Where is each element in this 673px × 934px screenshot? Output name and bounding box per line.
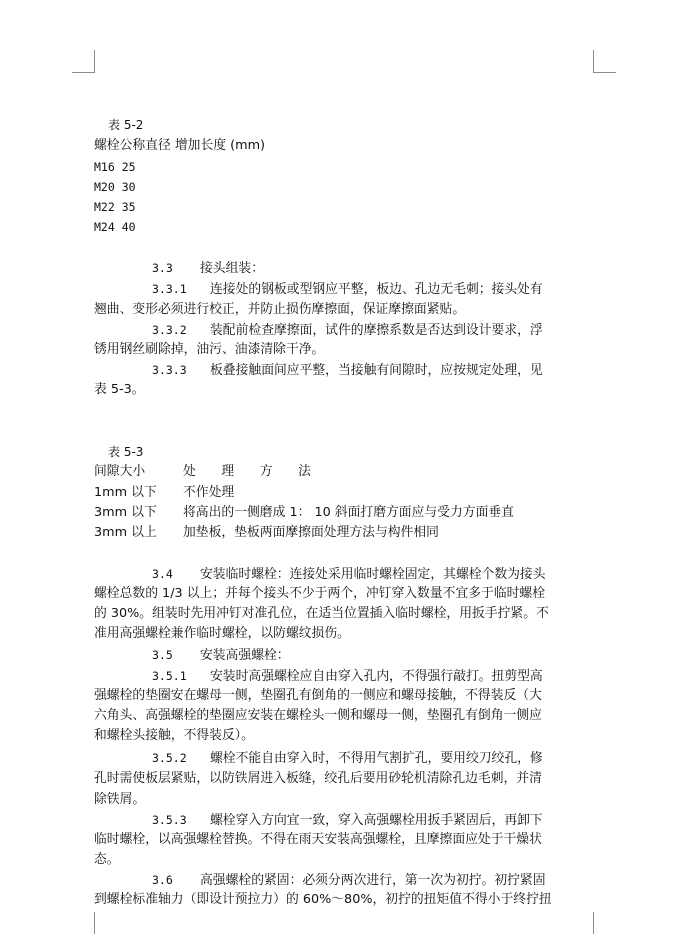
paragraph-3-5-2-line-3: 除铁屑。 <box>94 792 146 807</box>
table-row <box>94 197 594 217</box>
paragraph-3-3-2-line-2: 锈用钢丝刷除掉，油污、油漆清除干净。 <box>94 342 325 357</box>
table-5-3-title: 表 5-3 <box>108 445 144 459</box>
paragraph-3-3-1-line-2: 翘曲、变形必须进行校正，并防止损伤摩擦面，保证摩擦面紧贴。 <box>94 302 466 317</box>
section-3-5-heading: 3.5 安装高强螺栓： <box>152 648 290 663</box>
bolt-size: M24 <box>94 220 115 234</box>
paragraph-3-5-1-line-2: 强螺栓的垫圈安在螺母一侧，垫圈孔有倒角的一侧应和螺母接触，不得装反（大 <box>94 688 542 703</box>
paragraph-3-3-1-line-1: 3.3.1 连接处的钢板或型钢应平整，板边、孔边无毛刺；接头处有 <box>152 282 543 297</box>
table-row <box>94 483 594 503</box>
added-length: 40 <box>121 220 136 234</box>
section-3-6-line-2: 到螺栓标准轴力（即设计预拉力）的 60%～80%，初拧的扭矩值不得小于终拧扭 <box>94 892 552 907</box>
column-header-method: 处 理 方 法 <box>183 464 311 479</box>
table-5-2-header: 螺栓公称直径 增加长度 (mm) <box>94 138 266 153</box>
section-3-4-line-4: 准用高强螺栓兼作临时螺栓，以防螺纹损伤。 <box>94 626 350 641</box>
section-3-4-line-3: 的 30%。组装时先用冲钉对准孔位，在适当位置插入临时螺栓，用扳手拧紧。不 <box>94 606 549 621</box>
table-5-2-title: 表 5-2 <box>108 118 144 132</box>
bolt-size: M22 <box>94 200 115 214</box>
section-3-4-line-2: 螺栓总数的 1/3 以上；并每个接头不少于两个，冲钉穿入数量不宜多于临时螺栓 <box>94 586 546 601</box>
added-length: 25 <box>121 160 136 174</box>
corner-mark-bottom-right <box>593 912 616 934</box>
paragraph-3-5-3-line-1: 3.5.3 螺栓穿入方向宜一致，穿入高强螺栓用扳手紧固后，再卸下 <box>152 813 543 828</box>
paragraph-3-5-3-line-2: 临时螺栓，以高强螺栓替换。不得在雨天安装高强螺栓，且摩擦面应处于干燥状 <box>94 832 542 847</box>
bolt-size: M16 <box>94 160 115 174</box>
section-3-6-line-1: 3.6 高强螺栓的紧固：必须分两次进行，第一次为初拧。初拧紧固 <box>152 873 546 888</box>
table-row <box>94 177 594 197</box>
table-row <box>94 157 594 177</box>
table-row <box>94 217 594 237</box>
section-number: 3.3 <box>152 261 173 275</box>
column-header-gap: 间隙大小 <box>94 464 146 479</box>
bolt-size: M20 <box>94 180 115 194</box>
paragraph-3-5-1-line-1: 3.5.1 安装时高强螺栓应自由穿入孔内，不得强行敲打。扭剪型高 <box>152 669 543 684</box>
corner-mark-bottom-left <box>72 912 95 934</box>
method-cell: 加垫板，垫板两面摩擦面处理方法与构件相同 <box>183 525 439 540</box>
section-3-4-line-1: 3.4 安装临时螺栓：连接处采用临时螺栓固定，其螺栓个数为接头 <box>152 567 546 582</box>
gap-cell: 1mm 以下 <box>94 485 157 500</box>
method-cell: 不作处理 <box>183 485 235 500</box>
paragraph-3-5-2-line-2: 孔时需使板层紧贴，以防铁屑进入板缝，绞孔后要用砂轮机清除孔边毛刺，并清 <box>94 771 542 786</box>
paragraph-3-5-2-line-1: 3.5.2 螺栓不能自由穿入时，不得用气割扩孔，要用绞刀绞孔，修 <box>152 751 543 766</box>
gap-cell: 3mm 以上 <box>94 525 157 540</box>
added-length: 35 <box>121 200 136 214</box>
paragraph-3-3-2-line-1: 3.3.2 装配前检查摩擦面，试件的摩擦系数是否达到设计要求，浮 <box>152 323 543 338</box>
table-row <box>94 523 594 543</box>
section-title: 接头组装： <box>200 261 264 276</box>
corner-mark-top-left <box>72 50 95 73</box>
table-row <box>94 503 594 523</box>
paragraph-3-3-3-line-1: 3.3.3 板叠接触面间应平整，当接触有间隙时，应按规定处理，见 <box>152 363 543 378</box>
paragraph-3-5-1-line-4: 和螺栓头接触，不得装反）。 <box>94 728 254 743</box>
corner-mark-top-right <box>593 50 616 73</box>
gap-cell: 3mm 以下 <box>94 505 157 520</box>
table-5-3-header <box>94 462 594 482</box>
section-3-3-heading <box>94 258 594 279</box>
paragraph-3-5-3-line-3: 态。 <box>94 852 120 867</box>
paragraph-3-5-1-line-3: 六角头、高强螺栓的垫圈应安装在螺栓头一侧和螺母一侧，垫圈孔有倒角一侧应 <box>94 708 542 723</box>
paragraph-3-3-3-line-2: 表 5-3。 <box>94 382 145 397</box>
method-cell: 将高出的一侧磨成 1： 10 斜面打磨方面应与受力方面垂直 <box>183 505 514 520</box>
added-length: 30 <box>121 180 136 194</box>
